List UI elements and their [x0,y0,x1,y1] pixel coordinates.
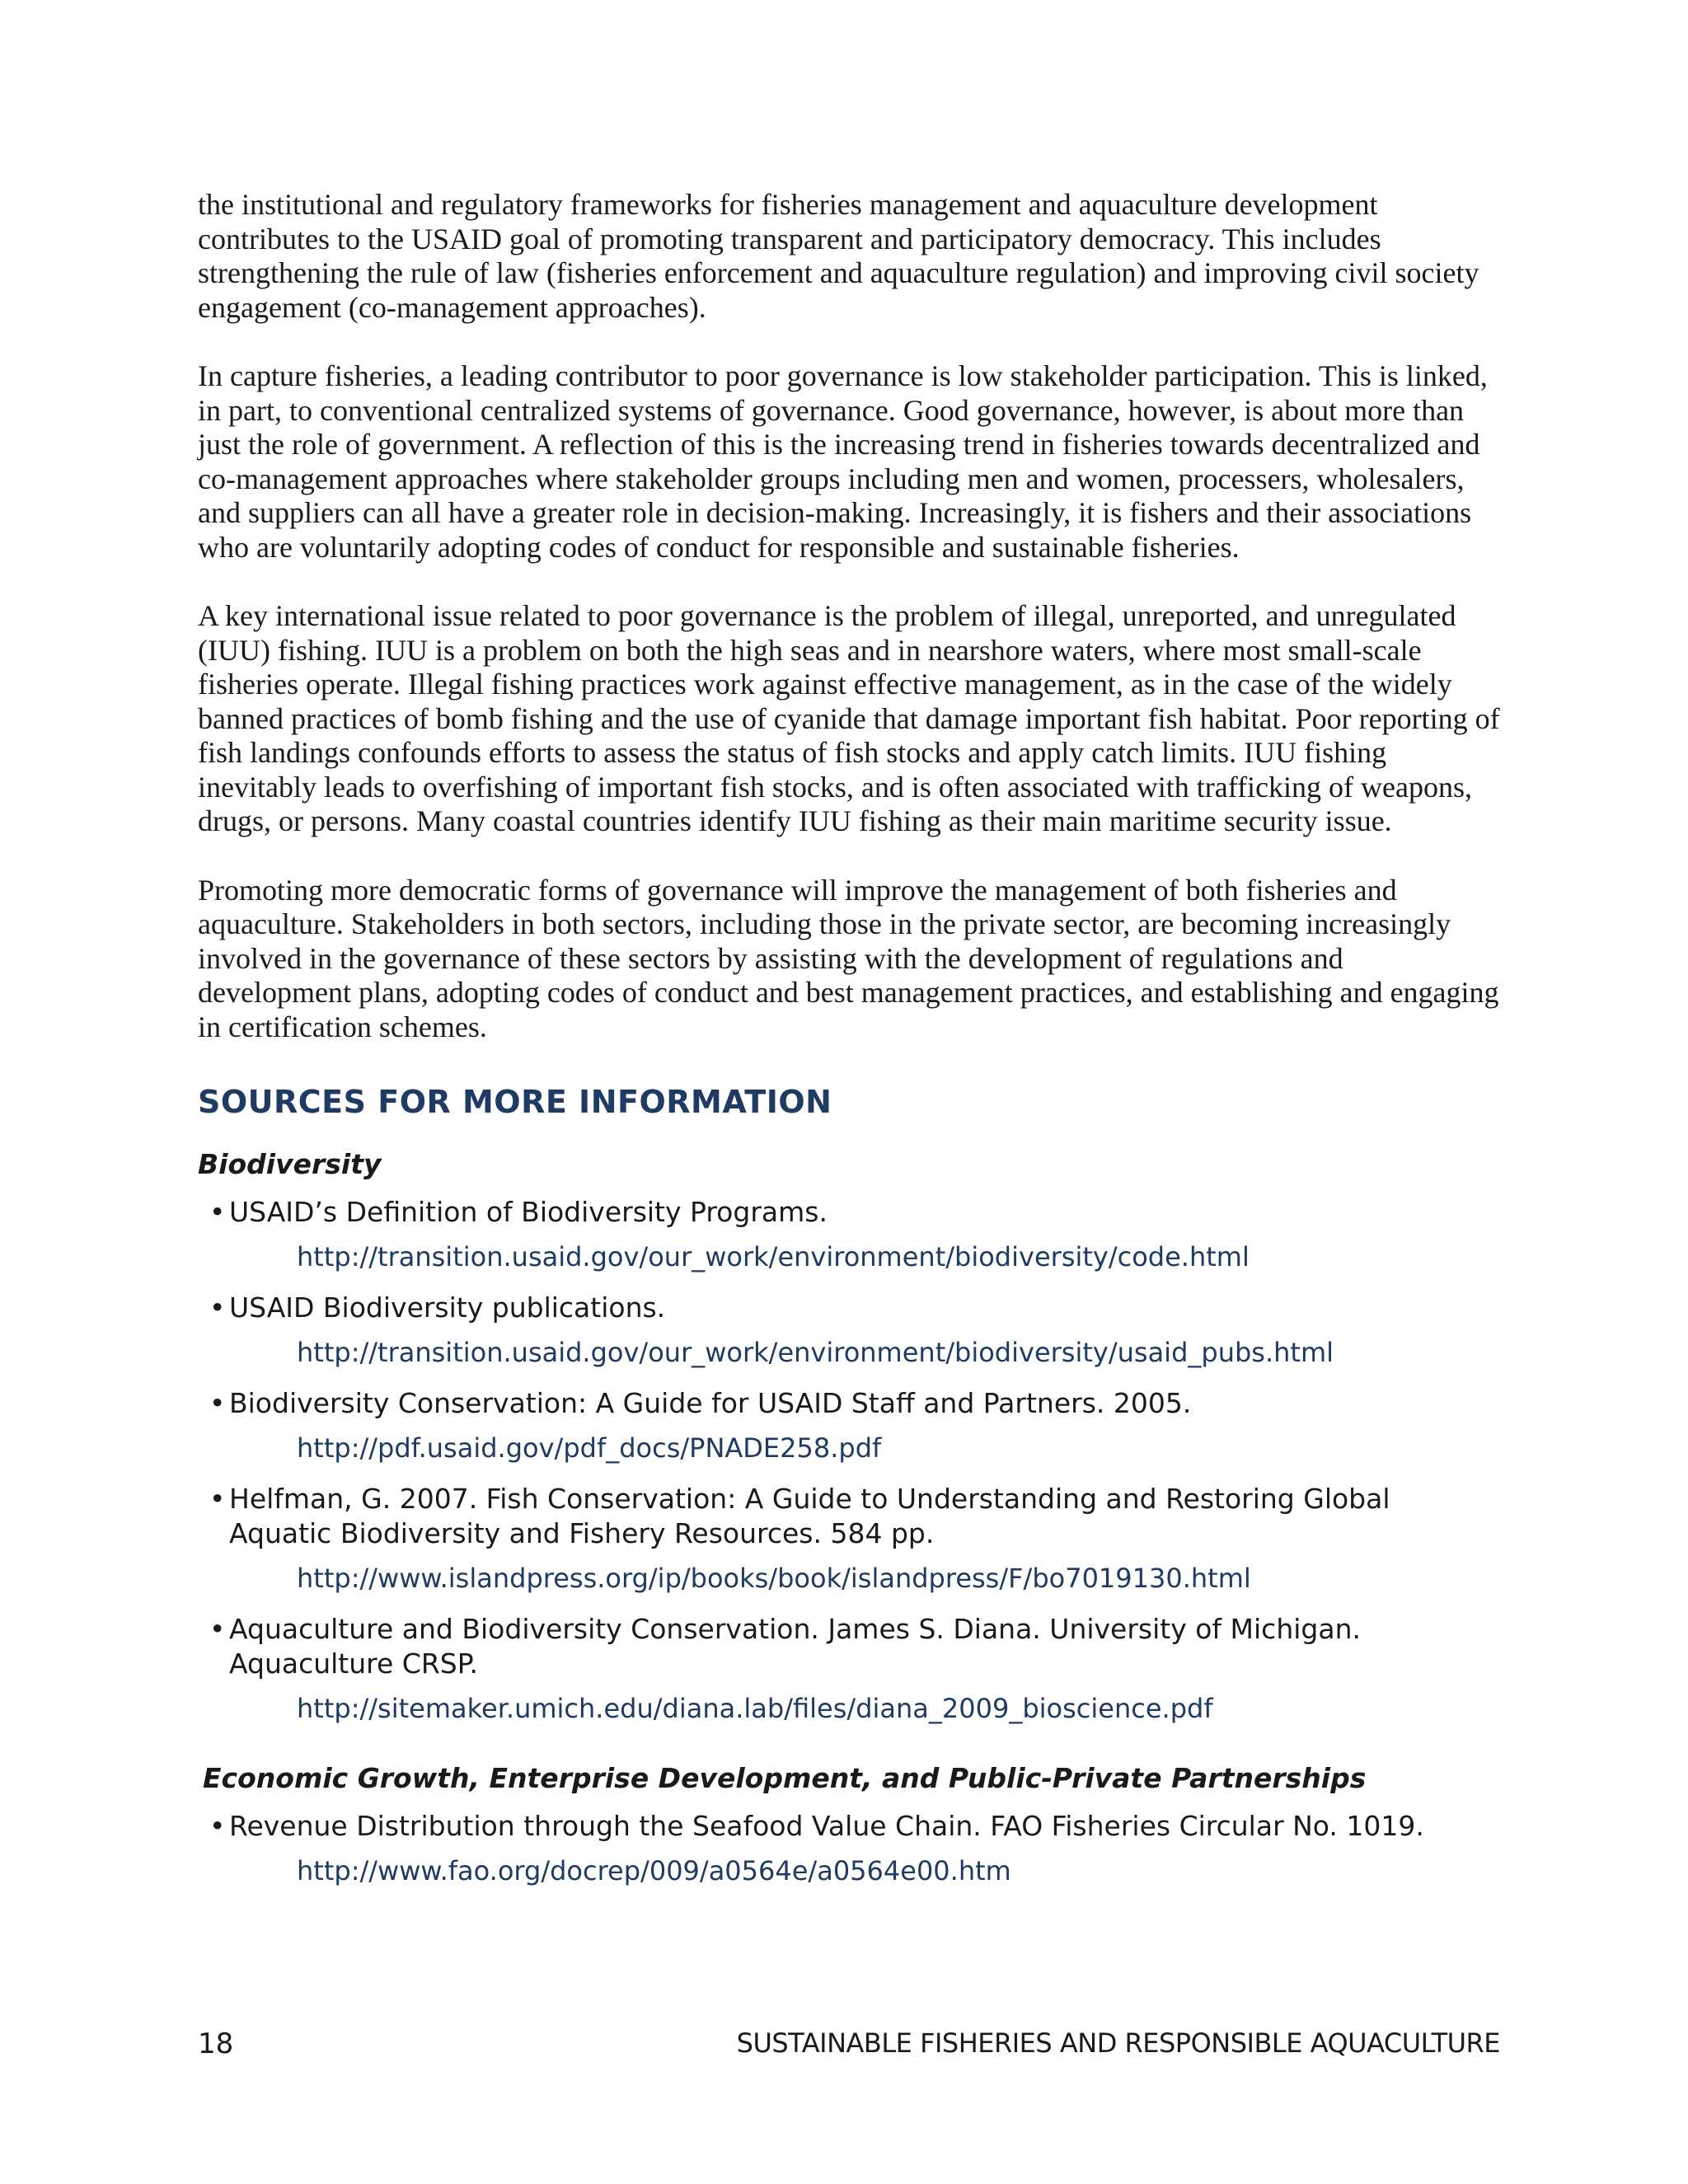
list-item [198,1291,1500,1370]
biodiversity-source-list [198,1195,1500,1726]
body-paragraph: the institutional and regulatory frameworks for fisheries management and aquaculture development contributes to the USAID goal of promoting transparent and participatory democracy. This includes strengthening the rule of law (fisheries enforcement and aquaculture regulation) and improving civil society engagement (co-management approaches). [198,188,1479,324]
source-link[interactable]: http://www.fao.org/docrep/009/a0564e/a0564e00.htm [297,1855,1011,1886]
bullet-icon: • [209,1810,226,1842]
body-paragraph: Promoting more democratic forms of governance will improve the management of both fisheries and aquaculture. Stakeholders in both sectors, including those in the private sector, are becoming increasingly involved in the governance of these sectors by assisting with the development of regulations and development plans, adopting codes of conduct and best management practices, and establishing and engaging in certification schemes. [198,873,1499,1043]
bullet-icon: • [209,1613,226,1645]
economic-growth-heading: Economic Growth, Enterprise Development, and Public-Private Partnerships [203,1762,1367,1794]
list-item [198,1482,1500,1596]
list-item [198,1809,1500,1888]
list-item [198,1386,1500,1465]
source-title: Aquaculture and Biodiversity Conservation. James S. Diana. University of Michigan. Aquaculture CRSP. [229,1613,1361,1680]
sources-heading: SOURCES FOR MORE INFORMATION [198,1084,832,1120]
list-item [198,1612,1500,1726]
economic-source-list [198,1809,1500,1888]
source-title: Revenue Distribution through the Seafood Value Chain. FAO Fisheries Circular No. 1019. [229,1810,1424,1842]
biodiversity-heading: Biodiversity [198,1148,382,1180]
bullet-icon: • [209,1291,226,1324]
bullet-icon: • [209,1387,226,1419]
running-title: SUSTAINABLE FISHERIES AND RESPONSIBLE AQUACULTURE [736,2027,1500,2059]
bullet-icon: • [209,1483,226,1515]
body-paragraph: In capture fisheries, a leading contributor to poor governance is low stakeholder participation. This is linked, in part, to conventional centralized systems of governance. Good governance, however, is about more than just the role of government. A reflection of this is the increasing trend in fisheries towards decentralized and co-management approaches where stakeholder groups including men and women, processers, wholesalers, and suppliers can all have a greater role in decision-making. Increasingly, it is fishers and their associations who are voluntarily adopting codes of conduct for responsible and sustainable fisheries. [198,359,1488,564]
bullet-icon: • [209,1196,226,1228]
source-link[interactable]: http://sitemaker.umich.edu/diana.lab/files/diana_2009_bioscience.pdf [297,1693,1213,1724]
page-content [198,188,1500,1905]
source-link[interactable]: http://pdf.usaid.gov/pdf_docs/PNADE258.pdf [297,1432,882,1464]
source-link[interactable]: http://www.islandpress.org/ip/books/book/islandpress/F/bo7019130.html [297,1563,1251,1594]
source-link[interactable]: http://transition.usaid.gov/our_work/environment/biodiversity/usaid_pubs.html [297,1337,1334,1368]
list-item [198,1195,1500,1274]
page-number: 18 [198,2027,234,2060]
source-title: Helfman, G. 2007. Fish Conservation: A Guide to Understanding and Restoring Global Aquatic Biodiversity and Fishery Resources. 584 pp. [229,1483,1390,1549]
page-footer [198,2027,1500,2064]
source-title: USAID’s Definition of Biodiversity Programs. [229,1196,828,1228]
body-paragraph: A key international issue related to poor governance is the problem of illegal, unreported, and unregulated (IUU) fishing. IUU is a problem on both the high seas and in nearshore waters, where most small-scale fisheries operate. Illegal fishing practices work against effective management, as in the case of the widely banned practices of bomb fishing and the use of cyanide that damage important fish habitat. Poor reporting of fish landings confounds efforts to assess the status of fish stocks and apply catch limits. IUU fishing inevitably leads to overfishing of important fish stocks, and is often associated with trafficking of weapons, drugs, or persons. Many coastal countries identify IUU fishing as their main maritime security issue. [198,599,1500,837]
source-title: Biodiversity Conservation: A Guide for USAID Staff and Partners. 2005. [229,1387,1192,1419]
source-link[interactable]: http://transition.usaid.gov/our_work/environment/biodiversity/code.html [297,1241,1250,1272]
source-title: USAID Biodiversity publications. [229,1291,666,1324]
